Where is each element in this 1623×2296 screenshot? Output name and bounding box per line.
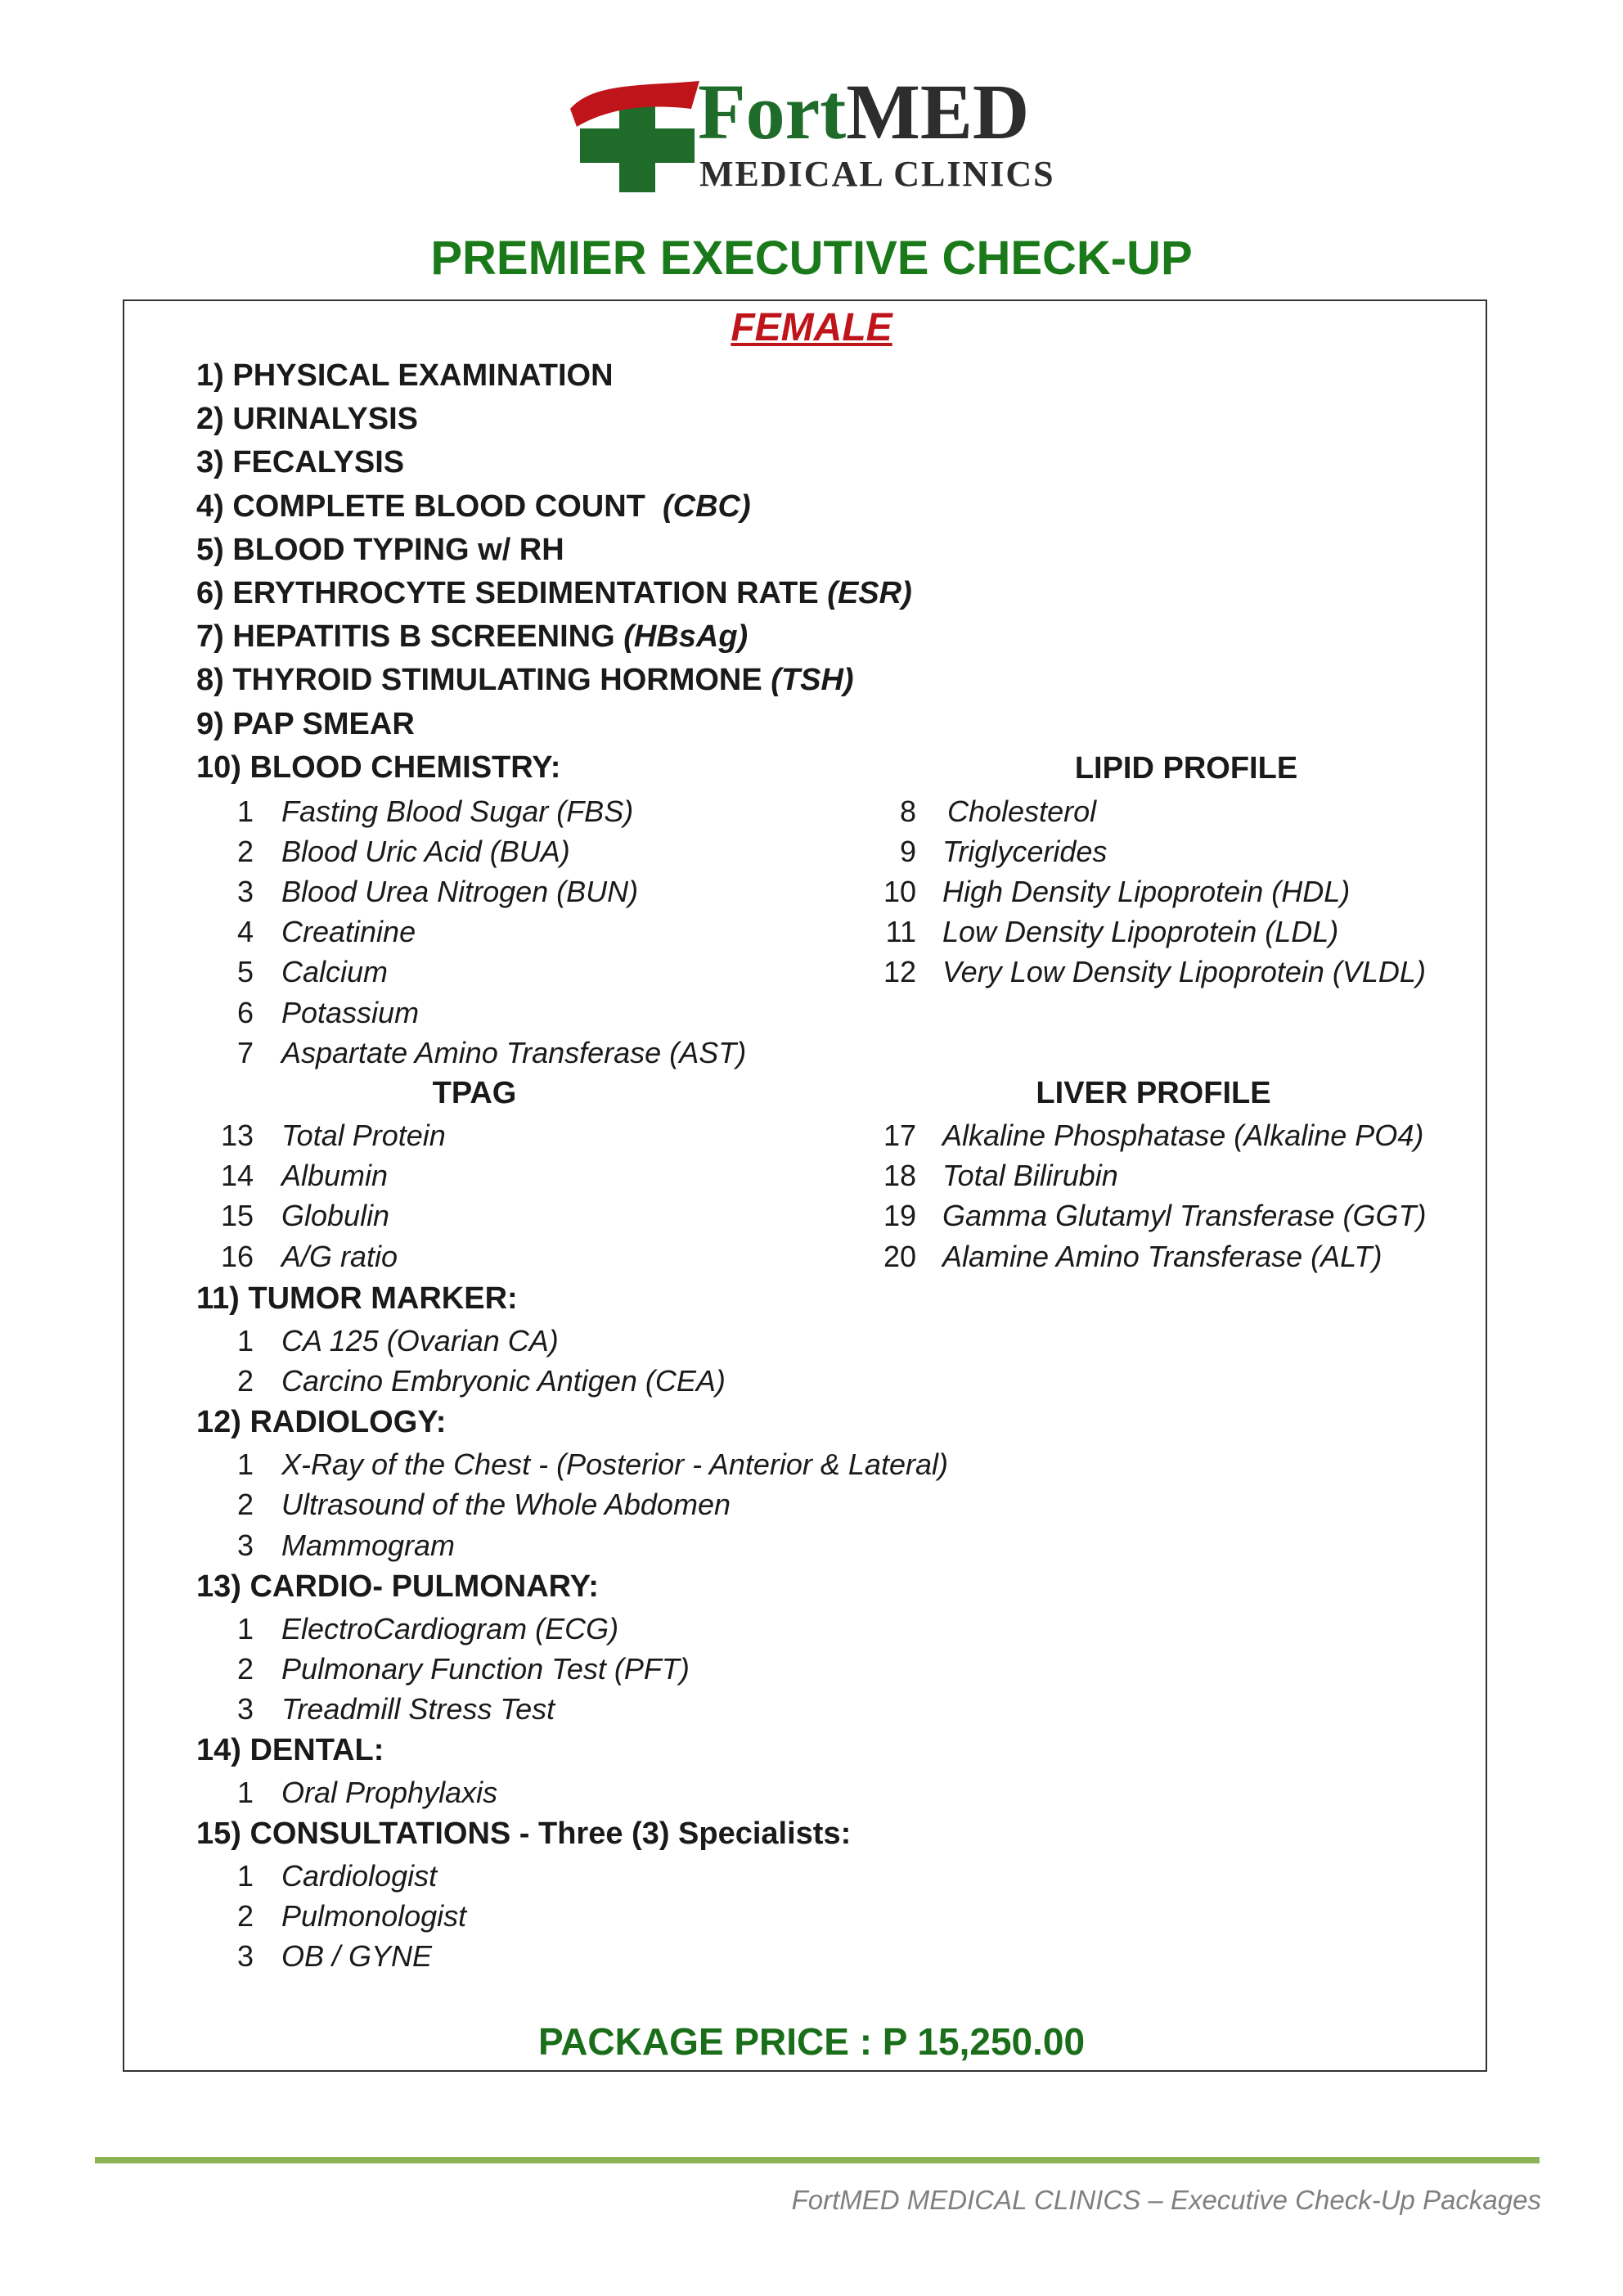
section-abbreviation: (HBsAg) [623, 619, 749, 654]
item-number: 5 [236, 955, 254, 988]
item-number: 9 [899, 835, 916, 868]
list-item: Carcino Embryonic Antigen (CEA) [281, 1364, 726, 1398]
item-number: 4 [236, 915, 254, 948]
list-item: Total Protein [281, 1119, 446, 1152]
item-number: 3 [236, 1692, 254, 1726]
item-number: 1 [236, 1447, 254, 1481]
list-item: Alamine Amino Transferase (ALT) [942, 1240, 1382, 1273]
fortmed-logo [569, 68, 1092, 200]
list-item: Triglycerides [942, 835, 1108, 868]
item-number: 1 [236, 1776, 254, 1809]
section-heading: 4) COMPLETE BLOOD COUNT (CBC) [196, 489, 751, 524]
list-item: Gamma Glutamyl Transferase (GGT) [942, 1199, 1427, 1232]
list-item: Globulin [281, 1199, 390, 1232]
item-number: 6 [236, 996, 254, 1029]
section-heading: 10) BLOOD CHEMISTRY: [196, 750, 561, 785]
item-number: 1 [236, 1859, 254, 1893]
lipid-profile-heading: LIPID PROFILE [1074, 751, 1298, 786]
item-number: 3 [236, 875, 254, 908]
list-item: High Density Lipoprotein (HDL) [942, 875, 1351, 908]
section-abbreviation: (CBC) [663, 489, 751, 524]
item-number: 17 [883, 1119, 916, 1152]
section-heading: 5) BLOOD TYPING w/ RH [196, 533, 564, 567]
list-item: Very Low Density Lipoprotein (VLDL) [942, 955, 1426, 988]
item-number: 2 [236, 1364, 254, 1398]
list-item: Blood Urea Nitrogen (BUN) [281, 875, 639, 908]
section-heading: 15) CONSULTATIONS - Three (3) Specialists: [196, 1817, 852, 1851]
page-title: PREMIER EXECUTIVE CHECK-UP [430, 232, 1193, 285]
list-item: Albumin [281, 1159, 389, 1192]
brand-tagline: MEDICAL CLINICS [699, 154, 1055, 194]
section-heading: 12) RADIOLOGY: [196, 1405, 447, 1439]
item-number: 18 [883, 1159, 916, 1192]
section-heading: 9) PAP SMEAR [196, 707, 415, 741]
section-heading: 11) TUMOR MARKER: [196, 1281, 518, 1316]
list-item: Low Density Lipoprotein (LDL) [942, 915, 1339, 948]
list-item: Pulmonologist [281, 1899, 467, 1933]
list-item: Cardiologist [281, 1859, 438, 1893]
section-heading: 3) FECALYSIS [196, 445, 405, 479]
list-item: Oral Prophylaxis [281, 1776, 498, 1809]
medical-cross-icon [569, 78, 708, 192]
section-heading: 13) CARDIO- PULMONARY: [196, 1569, 599, 1604]
footer-divider [95, 2157, 1540, 2163]
section-abbreviation: (TSH) [771, 663, 854, 697]
item-number: 13 [220, 1119, 254, 1152]
list-item: Potassium [281, 996, 420, 1029]
list-item: Cholesterol [947, 795, 1097, 828]
section-heading: 14) DENTAL: [196, 1733, 384, 1767]
list-item: ElectroCardiogram (ECG) [281, 1612, 619, 1645]
item-number: 10 [883, 875, 916, 908]
list-item: A/G ratio [281, 1240, 398, 1273]
list-item: Calcium [281, 955, 389, 988]
item-number: 1 [236, 1324, 254, 1357]
item-number: 8 [899, 795, 916, 828]
list-item: Blood Uric Acid (BUA) [281, 835, 570, 868]
item-number: 20 [883, 1240, 916, 1273]
section-heading: 1) PHYSICAL EXAMINATION [196, 358, 614, 393]
item-number: 19 [883, 1199, 916, 1232]
list-item: Creatinine [281, 915, 416, 948]
list-item: OB / GYNE [281, 1939, 433, 1973]
footer-text: FortMED MEDICAL CLINICS – Executive Check-Up Packages [791, 2185, 1541, 2215]
item-number: 7 [236, 1036, 254, 1069]
tpag-heading: TPAG [432, 1076, 517, 1110]
brand-name: FortMED [698, 68, 1030, 155]
item-number: 3 [236, 1939, 254, 1973]
section-abbreviation: (ESR) [827, 576, 912, 610]
section-heading: 6) ERYTHROCYTE SEDIMENTATION RATE (ESR) [196, 576, 912, 610]
item-number: 12 [883, 955, 916, 988]
item-number: 3 [236, 1528, 254, 1562]
list-item: Total Bilirubin [942, 1159, 1118, 1192]
list-item: Aspartate Amino Transferase (AST) [281, 1036, 747, 1069]
item-number: 16 [220, 1240, 254, 1273]
item-number: 2 [236, 1652, 254, 1686]
item-number: 2 [236, 1488, 254, 1521]
list-item: Fasting Blood Sugar (FBS) [281, 795, 634, 828]
list-item: Pulmonary Function Test (PFT) [281, 1652, 690, 1686]
list-item: X-Ray of the Chest - (Posterior - Anterior & Lateral) [281, 1447, 948, 1481]
item-number: 1 [236, 1612, 254, 1645]
section-heading: 2) URINALYSIS [196, 402, 418, 436]
item-number: 11 [885, 915, 916, 948]
list-item: Ultrasound of the Whole Abdomen [281, 1488, 731, 1521]
item-number: 2 [236, 1899, 254, 1933]
section-heading: 7) HEPATITIS B SCREENING (HBsAg) [196, 619, 749, 654]
item-number: 14 [220, 1159, 254, 1192]
gender-heading: FEMALE [731, 306, 892, 349]
list-item: CA 125 (Ovarian CA) [281, 1324, 559, 1357]
item-number: 2 [236, 835, 254, 868]
liver-profile-heading: LIVER PROFILE [1036, 1076, 1271, 1110]
list-item: Treadmill Stress Test [281, 1692, 555, 1726]
item-number: 15 [220, 1199, 254, 1232]
item-number: 1 [236, 795, 254, 828]
list-item: Mammogram [281, 1528, 456, 1562]
section-heading: 8) THYROID STIMULATING HORMONE (TSH) [196, 663, 854, 697]
list-item: Alkaline Phosphatase (Alkaline PO4) [942, 1119, 1424, 1152]
package-price: PACKAGE PRICE : P 15,250.00 [537, 2020, 1086, 2063]
